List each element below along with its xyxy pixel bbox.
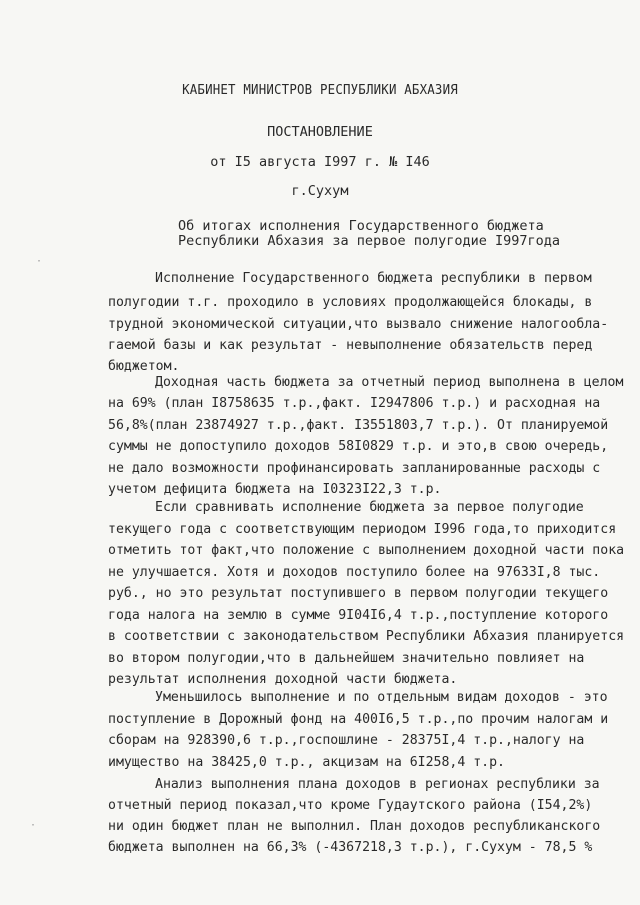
body-line: на 69% (план I8758635 т.р.,факт. I2947806 т.р.) и расходная на	[108, 396, 601, 411]
body-line: руб., но это результат поступившего в первом полугодии текущего	[108, 586, 609, 601]
document-date: от I5 августа I997 г. № I46	[210, 154, 430, 170]
body-line: текущего года с соответствующим периодом I996 года,то приходится	[108, 522, 617, 537]
document-type: ПОСТАНОВЛЕНИЕ	[267, 124, 373, 140]
body-line: Уменьшилось выполнение и по отдельным видам доходов - это	[155, 690, 608, 705]
body-line: отчетный период показал,что кроме Гудаутского района (I54,2%)	[108, 798, 593, 813]
body-line: в соответствии с законодательством Республики Абхазия планируется	[108, 629, 625, 644]
body-line: полугодии т.г. проходило в условиях продолжающейся блокады, в	[108, 295, 593, 310]
body-line: 56,8%(план 23874927 т.р.,факт. I3551803,7 т.р.). От планируемой	[108, 418, 609, 433]
scan-mark: ·	[30, 820, 37, 831]
body-line: Исполнение Государственного бюджета республики в первом	[155, 271, 592, 286]
subject-line-1: Об итогах исполнения Государственного бюджета	[178, 218, 544, 234]
body-line: отметить тот факт,что положение с выполнением доходной части пока	[108, 543, 625, 558]
body-line: гаемой базы и как результат - невыполнение обязательств перед	[108, 338, 593, 353]
body-line: Если сравнивать исполнение бюджета за первое полугодие	[155, 500, 584, 515]
body-line: суммы не допоступило доходов 58I0829 т.р. и это,в свою очередь,	[108, 439, 609, 454]
body-line: не дало возможности профинансировать запланированные расходы с	[108, 461, 601, 476]
organization-header: КАБИНЕТ МИНИСТРОВ РЕСПУБЛИКИ АБХАЗИЯ	[182, 82, 458, 98]
document-city: г.Сухум	[291, 183, 349, 199]
subject-line-2: Республики Абхазия за первое полугодие I997года	[178, 233, 561, 249]
scan-mark: ·	[36, 256, 43, 267]
body-line: ни один бюджет план не выполнил. План доходов республиканского	[108, 819, 601, 834]
body-line: поступление в Дорожный фонд на 400I6,5 т.р.,по прочим налогам и	[108, 712, 609, 727]
body-line: трудной экономической ситуации,что вызвало снижение налогообла-	[108, 317, 609, 332]
body-line: бюджетом.	[108, 359, 180, 374]
body-line: не улучшается. Хотя и доходов поступило более на 97633I,8 тыс.	[108, 565, 601, 580]
body-line: Анализ выполнения плана доходов в регионах республики за	[155, 777, 600, 792]
body-line: во втором полугодии,что в дальнейшем значительно повлияет на	[108, 651, 585, 666]
body-line: сборам на 928390,6 т.р.,госпошлине - 28375I,4 т.р.,налогу на	[108, 733, 585, 748]
body-line: Доходная часть бюджета за отчетный период выполнена в целом	[155, 375, 624, 390]
body-line: результат исполнения доходной части бюджета.	[108, 672, 458, 687]
body-line: учетом дефицита бюджета на I0323I22,3 т.р.	[108, 482, 442, 497]
body-line: бюджета выполнен на 66,3% (-4367218,3 т.р.), г.Сухум - 78,5 %	[108, 840, 593, 855]
body-line: года налога на землю в сумме 9I04I6,4 т.р.,поступление которого	[108, 608, 609, 623]
body-line: имущество на 38425,0 т.р., акцизам на 6I258,4 т.р.	[108, 755, 505, 770]
